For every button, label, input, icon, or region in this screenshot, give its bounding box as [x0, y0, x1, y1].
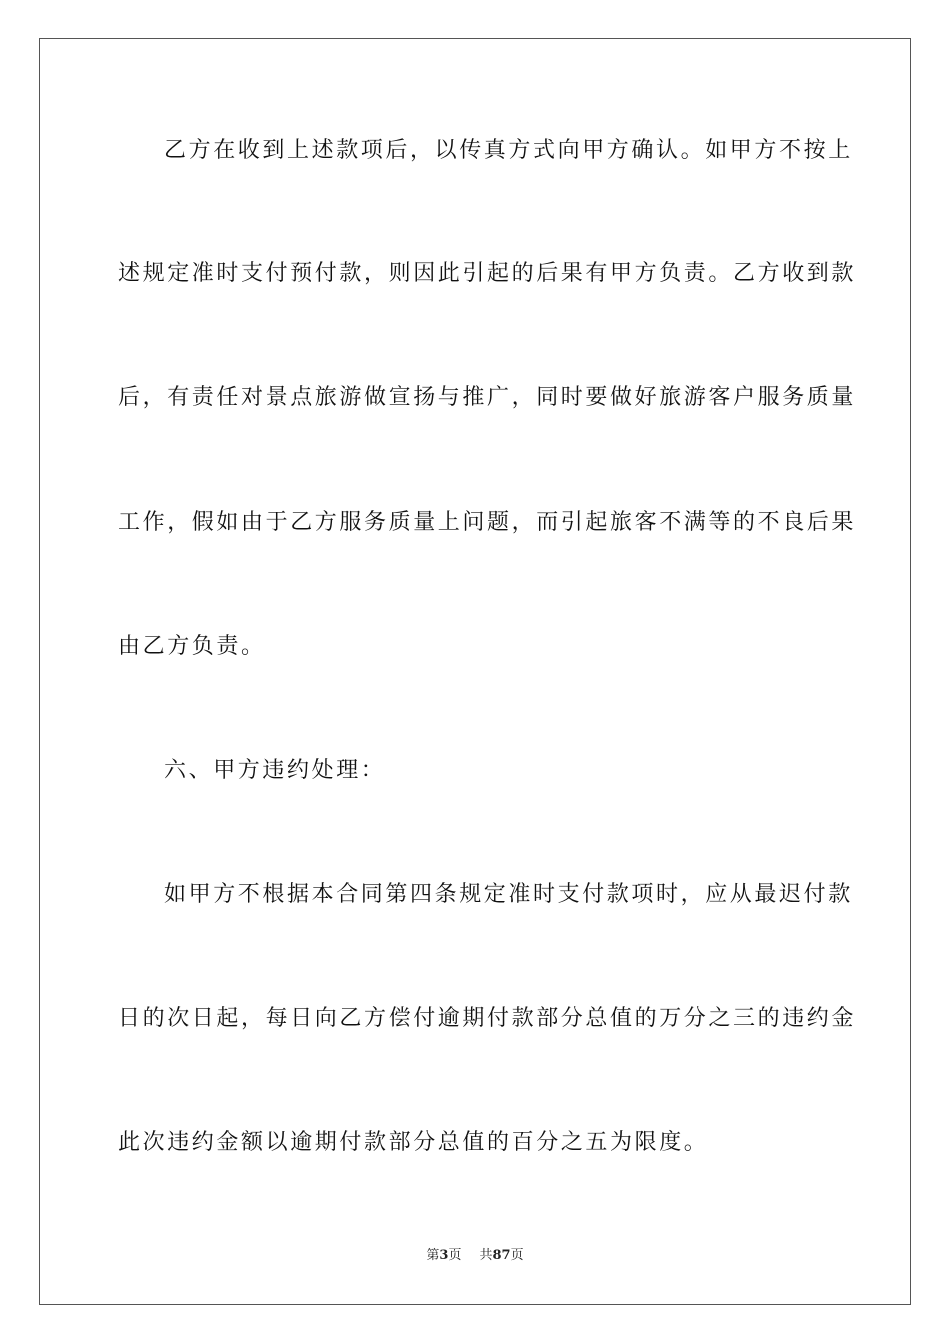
footer-page-prefix: 第: [426, 1248, 440, 1263]
page-frame: [39, 38, 911, 1305]
paragraph-line-4: 工作，假如由于乙方服务质量上问题，而引起旅客不满等的不良后果: [118, 510, 857, 535]
page-footer: [0, 1247, 950, 1265]
footer-page-number: 3: [439, 1248, 449, 1263]
paragraph-line-5: 由乙方负责。: [118, 634, 266, 659]
footer-total-pages: 87: [492, 1248, 511, 1263]
footer-total-prefix: 共: [479, 1248, 493, 1263]
paragraph-line-8: 此次违约金额以逾期付款部分总值的百分之五为限度。: [118, 1130, 709, 1155]
paragraph-line-3: 后，有责任对景点旅游做宣扬与推广，同时要做好旅游客户服务质量: [118, 385, 857, 410]
paragraph-line-6: 如甲方不根据本合同第四条规定准时支付款项时，应从最迟付款: [164, 882, 853, 907]
paragraph-line-7: 日的次日起，每日向乙方偿付逾期付款部分总值的万分之三的违约金: [118, 1006, 857, 1031]
section-heading: 六、甲方违约处理：: [164, 758, 386, 783]
paragraph-line-2: 述规定准时支付预付款，则因此引起的后果有甲方负责。乙方收到款: [118, 261, 857, 286]
footer-total-suffix: 页: [510, 1248, 524, 1263]
footer-page-suffix: 页: [448, 1248, 462, 1263]
paragraph-line-1: 乙方在收到上述款项后，以传真方式向甲方确认。如甲方不按上: [164, 138, 853, 163]
